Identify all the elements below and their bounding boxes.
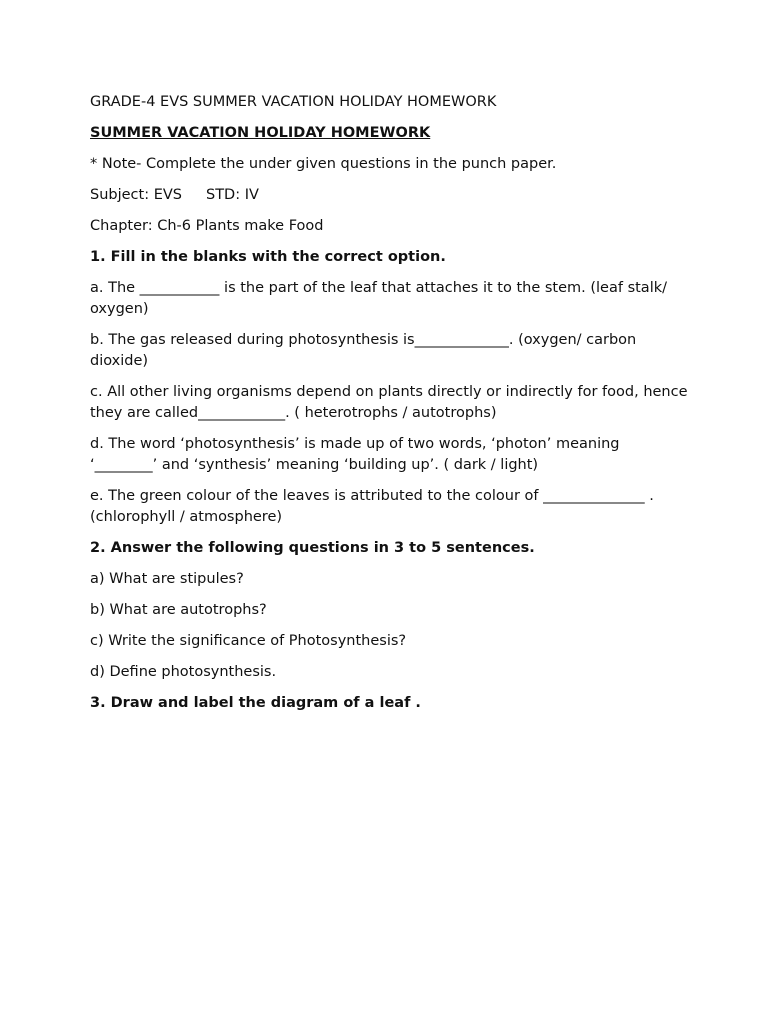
section2-item-b: b) What are autotrophs?: [90, 602, 267, 618]
section1-item-e: e. The green colour of the leaves is attributed to the colour of ______________ . (chlorophyll / atmosphere): [90, 488, 654, 525]
section2-title: 2. Answer the following questions in 3 to 5 sentences.: [90, 540, 535, 556]
section2-item-c: c) Write the significance of Photosynthesis?: [90, 633, 407, 649]
section2-item-a: a) What are stipules?: [90, 571, 244, 587]
section2-item-d: d) Define photosynthesis.: [90, 664, 277, 680]
section1-item-c: c. All other living organisms depend on plants directly or indirectly for food, hence they are called____________. ( heterotrophs / autotrophs): [90, 384, 688, 421]
section1-title: 1. Fill in the blanks with the correct option.: [90, 249, 446, 265]
note-text: * Note- Complete the under given questions in the punch paper.: [90, 156, 557, 172]
document-subheading: SUMMER VACATION HOLIDAY HOMEWORK: [90, 125, 431, 141]
document-content: [90, 92, 690, 724]
std-label: STD: IV: [205, 187, 259, 203]
section1-item-d: d. The word ‘photosynthesis’ is made up of two words, ‘photon’ meaning ‘________’ and ‘synthesis’ meaning ‘building up’. ( dark / light): [90, 436, 620, 473]
section3-title: 3. Draw and label the diagram of a leaf .: [90, 695, 421, 711]
subject-line: [90, 185, 690, 206]
chapter-line: Chapter: Ch-6 Plants make Food: [90, 218, 324, 234]
section1-item-a: a. The ___________ is the part of the leaf that attaches it to the stem. (leaf stalk/ oxygen): [90, 280, 668, 317]
section1-item-b: b. The gas released during photosynthesis is_____________. (oxygen/ carbon dioxide): [90, 332, 637, 369]
subject-label: Subject: EVS: [90, 187, 182, 203]
document-heading: GRADE-4 EVS SUMMER VACATION HOLIDAY HOMEWORK: [90, 94, 497, 110]
